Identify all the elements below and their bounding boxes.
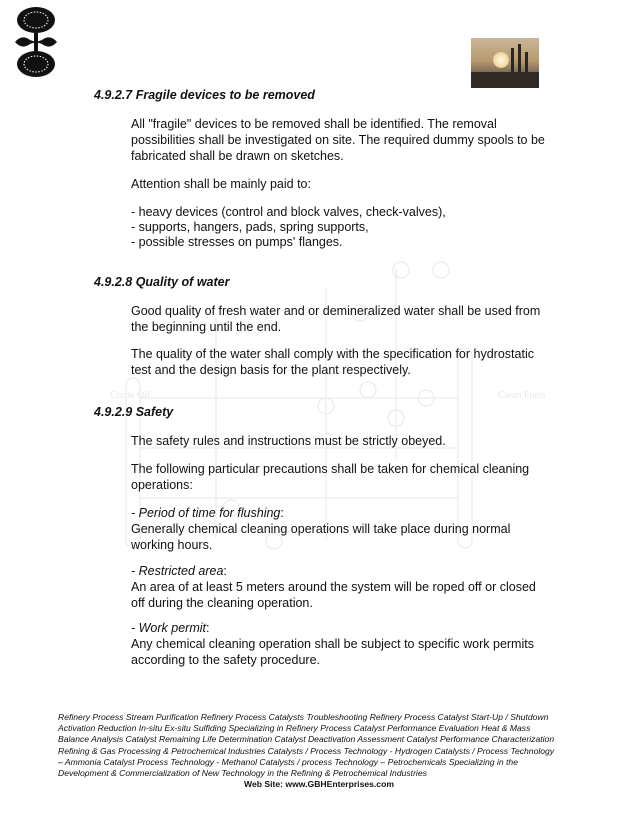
paragraph: Good quality of fresh water and or demineralized water shall be used from the beginning until the end. bbox=[131, 304, 541, 334]
footer-description: Refinery Process Stream Purification Refinery Process Catalysts Troubleshooting Refinery Process Catalyst Start-Up / Shutdown Activation Reduction In-situ Ex-situ Sulfiding Specializing in Refinery Process Catalyst Performance Evaluation Heat & Mass Balance Analysis Catalyst Remaining Life Determination Catalyst Deactivation Assessment Catalyst Performance Characterization Refining & Gas Processing & Petrochemical Industries Catalysts / Process Technology - Hydrogen Catalysts / Process Technology – Ammonia Catalyst Process Technology - Methanol Catalysts / process Technology – Petrochemicals Specializing in the Development & Commercialization of New Technology in the Refining & Petrochemical Industries bbox=[58, 712, 555, 779]
watermark-crude-label: Crude Oil bbox=[110, 390, 150, 401]
precaution-label: - Period of time for flushing bbox=[131, 506, 281, 520]
precaution-item: - Work permit: Any chemical cleaning operation shall be subject to specific work permits according to the safety procedure. bbox=[131, 621, 534, 667]
precaution-item: - Restricted area: An area of at least 5 meters around the system will be roped off or closed off during the cleaning operation. bbox=[131, 564, 536, 610]
precaution-text: Any chemical cleaning operation shall be subject to specific work permits according to the safety procedure. bbox=[131, 637, 534, 667]
bullet-item: - supports, hangers, pads, spring supports, bbox=[131, 220, 369, 234]
gbh-logo-icon bbox=[12, 6, 60, 78]
paragraph: The following particular precautions shall be taken for chemical cleaning operations: bbox=[131, 462, 530, 492]
section-heading-fragile-devices: 4.9.2.7 Fragile devices to be removed bbox=[94, 88, 315, 102]
precaution-text: Generally chemical cleaning operations will take place during normal working hours. bbox=[131, 522, 511, 552]
precaution-item: - Period of time for flushing: Generally chemical cleaning operations will take place during normal working hours. bbox=[131, 506, 511, 552]
precaution-text: An area of at least 5 meters around the system will be roped off or closed off during the cleaning operation. bbox=[131, 580, 536, 610]
section-heading-water-quality: 4.9.2.8 Quality of water bbox=[94, 275, 230, 289]
bullet-item: - possible stresses on pumps' flanges. bbox=[131, 235, 343, 249]
bullet-item: - heavy devices (control and block valves, check-valves), bbox=[131, 205, 446, 219]
refinery-sunset-photo bbox=[471, 38, 539, 88]
paragraph: Attention shall be mainly paid to: bbox=[131, 177, 311, 191]
footer-website: Web Site: www.GBHEnterprises.com bbox=[244, 779, 394, 789]
watermark-fuels-label: Clean Fuels bbox=[498, 390, 546, 401]
precaution-label: - Restricted area bbox=[131, 564, 224, 578]
paragraph: All "fragile" devices to be removed shall be identified. The removal possibilities shall be investigated on site. The required dummy spools to be fabricated shall be drawn on sketches. bbox=[131, 117, 545, 163]
precaution-label: - Work permit bbox=[131, 621, 206, 635]
paragraph: The safety rules and instructions must be strictly obeyed. bbox=[131, 434, 446, 448]
paragraph: The quality of the water shall comply with the specification for hydrostatic test and the design basis for the plant respectively. bbox=[131, 347, 534, 377]
section-heading-safety: 4.9.2.9 Safety bbox=[94, 405, 174, 419]
